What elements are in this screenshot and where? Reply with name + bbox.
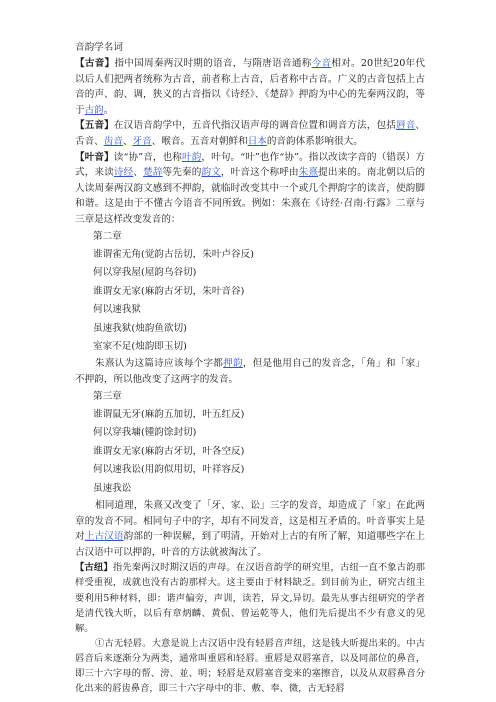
verse-block-chapter-3: [75, 388, 425, 498]
verse-line: 何以速我讼(用韵似用切，叶祥容反): [93, 464, 245, 476]
verse-line: 何以穿我屋(屋韵乌谷切): [93, 267, 197, 279]
verse-line: 何以速我狱: [93, 304, 141, 316]
link-chiyin[interactable]: 齿音: [103, 135, 123, 147]
verse-line: 第三章: [93, 390, 122, 402]
link-yunwen[interactable]: 韵文: [201, 167, 221, 179]
entry-text: 、舌音、: [75, 120, 426, 147]
verse-line: 谁谓女无家(麻韵古牙切，叶各空反): [93, 445, 245, 457]
term-wuyin: 【五音】: [75, 120, 114, 132]
link-riben[interactable]: 日本: [247, 135, 267, 147]
link-guyun[interactable]: 古韵: [84, 104, 104, 116]
link-chuci[interactable]: 楚辞: [143, 167, 163, 179]
entry-text: ，但是他用自己的发音念，「角」和「家」不押韵，所以他改变了这两字的发音。: [75, 358, 426, 385]
entry-text: 。: [103, 104, 114, 116]
link-zhuxi[interactable]: 朱熹: [298, 167, 319, 179]
verse-line: 虽速我讼: [93, 482, 132, 494]
document-body: [75, 40, 425, 696]
link-jinyin[interactable]: 今音: [311, 58, 332, 69]
verse-line: 室家不足(烛韵即玉切): [93, 340, 187, 352]
entry-text: 朱熹认为这篇诗应该每个字都: [95, 358, 224, 370]
verse-line: 第二章: [93, 230, 122, 242]
term-guniu: 【古纽】: [75, 562, 113, 574]
entry-wuyin: [75, 118, 425, 149]
entry-text: ，叶音这个称呼由: [220, 167, 299, 179]
doc-title: 音韵学名词: [75, 42, 123, 53]
entry-text: ，叶句。“叶”也作“协”。指以改读字音的（错误）方式，来读: [75, 151, 426, 179]
paragraph-gu-wu-qingchun: ①古无轻唇。大意是说上古汉语中没有轻唇音声纽，这是钱大昕提出来的。中古唇音后来逐渐分为两类，通常叫重唇和轻唇。重唇是双唇塞音，以及同部位的鼻音，即三十六字母的帮、滂、並、明；轻唇是双唇塞音变来的塞擦音，以及从双唇鼻音分化出来的唇齿鼻音，即三十六字母中的非、敷、奉、微，古无轻唇: [75, 637, 425, 695]
link-yayun[interactable]: 押韵: [223, 358, 243, 370]
link-yayin[interactable]: 牙音: [132, 135, 152, 147]
link-xieyun[interactable]: 叶韵: [182, 151, 202, 163]
verse-line: 虽速我狱(烛韵鱼欲切): [93, 322, 187, 334]
entry-text: 的音韵体系影响很大。: [266, 135, 363, 147]
entry-text: 、: [133, 167, 144, 179]
entry-text: 在汉语音韵学中，五音代指汉语声母的调音位置和调音方法，包括: [113, 120, 396, 132]
entry-guniu: [75, 560, 425, 635]
entry-text: 相对。20世纪20年代以后人们把两者统称为古音，前者称上古音，后者称中古音。广义的古音包括上古音的声、韵、调，狭义的古音指以《诗经》、《楚辞》押韵为中心的先秦两汉韵，等于: [75, 58, 426, 116]
entry-text: 韵部的一种误解，到了明清，开始对上古的有所了解，知道哪些字在上古汉语中可以押韵，叶音的方法就被淘汰了。: [75, 531, 426, 558]
entry-text: 读“协”音，也称: [113, 151, 183, 163]
term-xieyin: 【叶音】: [75, 151, 114, 163]
entry-text: 提出来的。南北朝以后的人读周秦两汉韵文感到不押韵，就临时改变其中一个或几个押韵字的读音，使韵脚和谐。这是由于不懂古今语音不同所致。例如：朱熹在《诗经·召南·行露》二章与三章是这样改变发音的：: [75, 167, 426, 225]
entry-guyin: [75, 56, 425, 118]
entry-text: 、喉音。五音对朝鲜和: [151, 135, 248, 147]
verse-line: 谁谓女无家(麻韵古牙切，朱叶音谷): [93, 285, 245, 297]
entry-text: 相同道理，朱熹又改变了「牙、家、讼」三字的发音，却造成了「家」在此两章的发音不同。相同句子中的字，却有不同发音，这是相互矛盾的。叶音事实上是对: [75, 500, 425, 543]
commentary-paragraph: [75, 356, 425, 387]
verse-line: 何以穿我墉(锺韵馀封切): [93, 427, 197, 439]
link-shanggu-hanyu[interactable]: 上古汉语: [84, 531, 124, 543]
entry-text: 、: [122, 135, 133, 147]
link-chunyin[interactable]: 唇音: [395, 120, 416, 132]
entry-text: 等先秦的: [162, 167, 202, 179]
conclusion-paragraph: [75, 498, 425, 560]
link-shijing[interactable]: 诗经: [113, 167, 134, 179]
term-guyin: 【古音】: [75, 58, 115, 69]
entry-xieyin: [75, 150, 425, 228]
verse-block-chapter-2: [75, 228, 425, 357]
entry-text: 指先秦两汉时期汉语的声母。在汉语音韵学的研究里，古纽一直不象古韵那样受重视，成就也没有古韵那样大。这主要由于材料缺乏。到目前为止，研究古纽主要利用5种材料，即：谐声偏旁，声训，读若，异文,异切。最先从事古纽研究的学者是清代钱大昕，以后有章炳麟、黄侃、曾运乾等人，他们先后提出不少有意义的见解。: [75, 562, 425, 634]
entry-text: 指中国周秦两汉时期的语音，与隋唐语音通称: [114, 58, 312, 69]
verse-line: 谁谓鼠无牙(麻韵五加切，叶五红反): [93, 408, 245, 420]
verse-line: 谁谓雀无角(觉韵古岳切，朱叶卢谷反): [93, 248, 254, 260]
